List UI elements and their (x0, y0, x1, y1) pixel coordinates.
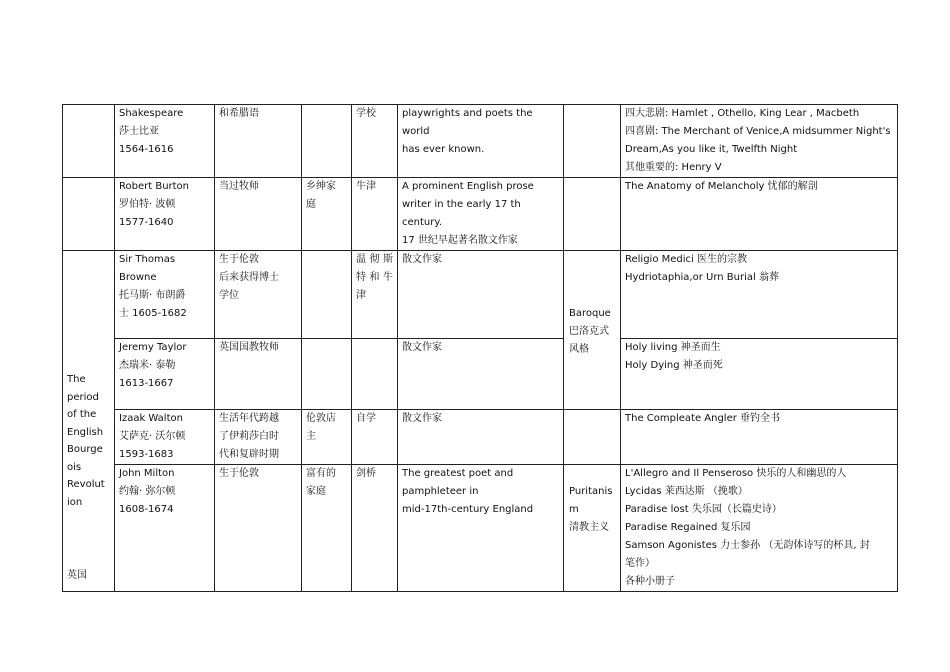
works-cell (621, 339, 898, 410)
family-line: 伦敦店 (306, 413, 336, 424)
works-line: 笔作） (625, 558, 655, 569)
works-cell (621, 105, 898, 178)
background-line: 学位 (219, 290, 239, 301)
author-name-cn: 莎士比亚 (119, 126, 159, 137)
reputation-cell (398, 105, 564, 178)
education-text: 自学 (356, 413, 376, 424)
period-label-line: period (67, 391, 99, 403)
background-line: 和希腊语 (219, 108, 259, 119)
background-cell (215, 178, 302, 251)
works-cell (621, 465, 898, 592)
works-line: Lycidas 莱西达斯 （挽歌） (625, 486, 748, 497)
reputation-line: mid-17th-century England (402, 504, 534, 515)
period-label-line: Revolut (67, 479, 105, 490)
period-label-line: English (67, 426, 104, 438)
background-line: 了伊莉莎白时 (219, 431, 279, 442)
author-cell (115, 251, 215, 339)
education-cell (352, 178, 398, 251)
author-name-cn: 杰瑞米· 泰勒 (119, 360, 176, 371)
author-years: 1608-1674 (119, 504, 174, 515)
style-cell-puritanism (564, 465, 621, 592)
author-name-en: Robert Burton (119, 181, 190, 192)
background-cell (215, 410, 302, 465)
period-label-line: of the (67, 409, 97, 420)
author-name-en: Browne (119, 272, 157, 283)
works-line: 其他重要的: Henry V (625, 162, 722, 173)
background-cell (215, 339, 302, 410)
background-line: 生于伦敦 (219, 468, 259, 479)
family-line: 家庭 (306, 486, 326, 497)
literature-table (62, 104, 898, 592)
author-years: 1564-1616 (119, 144, 174, 155)
works-cell (621, 410, 898, 465)
background-line: 后来获得博士 (219, 272, 279, 283)
works-line: Paradise lost 失乐园（长篇史诗） (625, 504, 782, 515)
works-line: The Anatomy of Melancholy 忧郁的解剖 (625, 181, 818, 192)
background-line: 生活年代跨越 (219, 413, 279, 424)
works-line: The Compleate Angler 垂钓全书 (625, 413, 781, 424)
family-line: 富有的 (306, 468, 336, 479)
author-name-cn: 托马斯· 布朗爵 (119, 290, 186, 301)
education-text: 学校 (356, 108, 376, 119)
period-cell (63, 251, 115, 592)
reputation-line: 散文作家 (402, 413, 442, 424)
reputation-cell (398, 339, 564, 410)
reputation-line: A prominent English prose (402, 181, 534, 192)
author-cell (115, 178, 215, 251)
author-name-cn: 艾萨克· 沃尔顿 (119, 431, 186, 442)
education-text: 牛津 (356, 181, 376, 192)
background-line: 生于伦敦 (219, 254, 259, 265)
works-line: L'Allegro and Il Penseroso 快乐的人和幽思的人 (625, 468, 847, 479)
reputation-line: 散文作家 (402, 254, 442, 265)
reputation-line: 散文作家 (402, 342, 442, 353)
author-cell (115, 105, 215, 178)
family-cell (302, 178, 352, 251)
background-cell (215, 465, 302, 592)
education-cell (352, 251, 398, 339)
background-line: 代和复辟时期 (219, 449, 279, 460)
table-row (63, 178, 898, 251)
style-label-line: Puritanis (569, 486, 613, 497)
reputation-cell (398, 465, 564, 592)
works-line: 四喜剧: The Merchant of Venice,A midsummer Night's (625, 126, 891, 137)
family-line: 乡绅家 (306, 181, 336, 192)
table-row (63, 339, 898, 410)
family-line: 庭 (306, 199, 316, 210)
education-cell (352, 339, 398, 410)
works-line: Samson Agonistes 力士参孙 （无韵体诗写的杯具, 封 (625, 540, 870, 551)
reputation-line: has ever known. (402, 144, 485, 155)
table-row (63, 105, 898, 178)
author-years: 士 1605-1682 (119, 308, 187, 319)
works-cell (621, 178, 898, 251)
style-cell-empty (564, 178, 621, 251)
reputation-line: 17 世纪早起著名散文作家 (402, 235, 518, 246)
country-label: 英国 (67, 570, 87, 581)
table-row (63, 251, 898, 339)
background-line: 当过牧师 (219, 181, 259, 192)
period-label-line: ion (67, 496, 83, 508)
works-cell (621, 251, 898, 339)
education-cell (352, 410, 398, 465)
style-label (569, 305, 617, 359)
style-cell-empty (564, 105, 621, 178)
reputation-line: writer in the early 17 th century. (402, 199, 521, 228)
author-name-cn: 罗伯特· 波顿 (119, 199, 176, 210)
style-label-line: 巴洛克式 (569, 326, 609, 337)
style-label (569, 483, 617, 537)
reputation-line: playwrights and poets the world (402, 108, 533, 137)
period-label (67, 371, 109, 511)
table-row (63, 410, 898, 465)
family-line: 主 (306, 431, 316, 442)
period-cell-empty (63, 105, 115, 178)
style-label-line: Baroque (569, 308, 611, 319)
works-line: Holy Dying 神圣而死 (625, 360, 723, 371)
period-label-line: ois (67, 461, 82, 473)
works-line: Dream,As you like it, Twelfth Night (625, 144, 798, 155)
author-cell (115, 410, 215, 465)
author-years: 1593-1683 (119, 449, 174, 460)
author-name-en: Izaak Walton (119, 413, 183, 424)
works-line: Paradise Regained 复乐园 (625, 522, 751, 533)
style-cell-baroque (564, 251, 621, 410)
education-cell (352, 465, 398, 592)
family-cell (302, 251, 352, 339)
works-line: Hydriotaphia,or Urn Burial 翁葬 (625, 272, 779, 283)
author-name-en: John Milton (119, 468, 175, 479)
author-name-en: Shakespeare (119, 108, 184, 119)
author-name-en: Jeremy Taylor (119, 342, 187, 353)
background-cell (215, 251, 302, 339)
education-text: 剑桥 (356, 468, 376, 479)
family-cell (302, 339, 352, 410)
period-cell-empty (63, 178, 115, 251)
reputation-cell (398, 251, 564, 339)
works-line: Religio Medici 医生的宗教 (625, 254, 747, 265)
education-cell (352, 105, 398, 178)
works-line: 四大悲剧: Hamlet , Othello, King Lear , Macbeth (625, 108, 860, 119)
table-row (63, 465, 898, 592)
style-label-line: 风格 (569, 344, 589, 355)
style-cell-empty (564, 410, 621, 465)
works-line: Holy living 神圣而生 (625, 342, 721, 353)
style-label-line: m (569, 504, 579, 515)
author-cell (115, 339, 215, 410)
background-cell (215, 105, 302, 178)
background-line: 英国国教牧师 (219, 342, 279, 353)
author-cell (115, 465, 215, 592)
family-cell (302, 105, 352, 178)
author-years: 1577-1640 (119, 217, 174, 228)
education-text: 温 彻 斯 特 和 牛 津 (356, 254, 393, 301)
family-cell (302, 465, 352, 592)
author-name-en: Sir Thomas (119, 254, 176, 265)
style-label-line: 清教主义 (569, 522, 609, 533)
author-years: 1613-1667 (119, 378, 174, 389)
family-cell (302, 410, 352, 465)
author-name-cn: 约翰· 弥尔顿 (119, 486, 176, 497)
works-line: 各种小册子 (625, 576, 675, 587)
period-label-line: Bourge (67, 444, 103, 455)
reputation-line: pamphleteer in (402, 486, 479, 497)
period-label-line: The (67, 374, 86, 385)
reputation-line: The greatest poet and (402, 468, 514, 479)
reputation-cell (398, 178, 564, 251)
reputation-cell (398, 410, 564, 465)
